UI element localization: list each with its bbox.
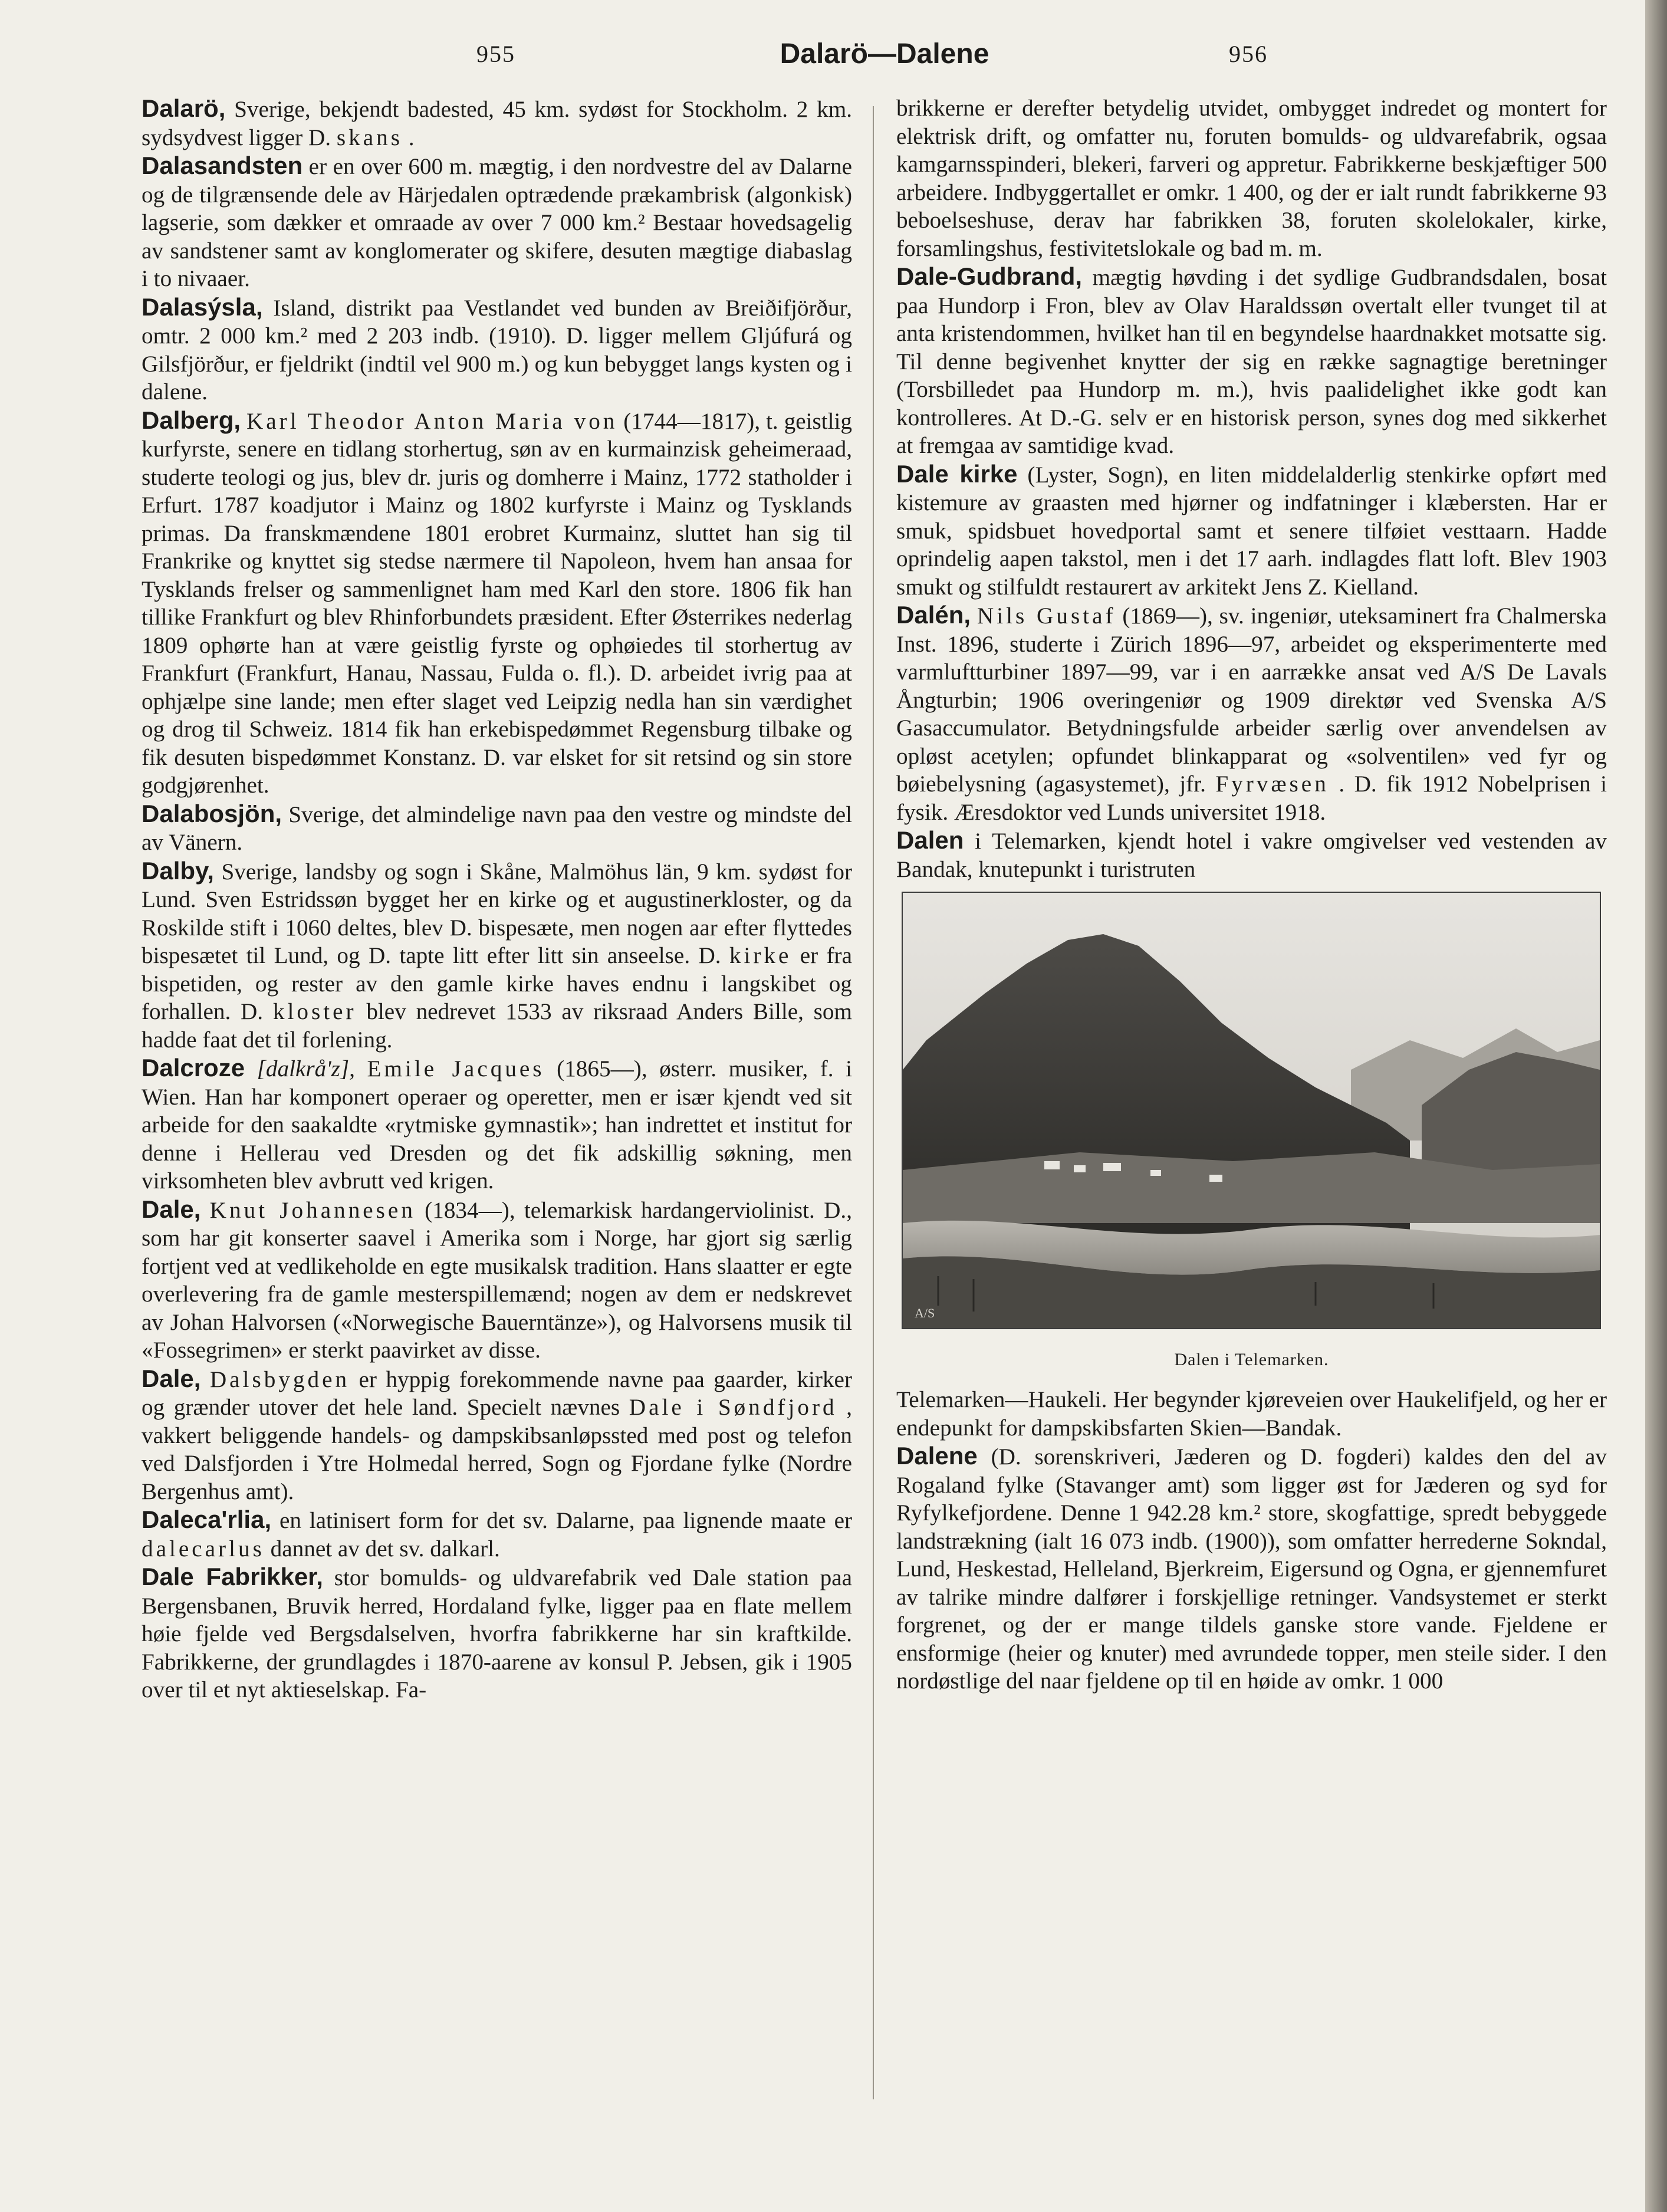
entry-headword: Dale Fabrikker, (142, 1563, 323, 1590)
entry-headword: Dalarö, (142, 94, 226, 122)
entry-headword: Dalén, (896, 601, 971, 629)
entry-spaced-term: kirke (729, 943, 792, 968)
entry-spaced-term: kloster (272, 999, 357, 1024)
column-divider (873, 106, 874, 2099)
entry-spaced-term: Fyrvæsen (1215, 771, 1329, 797)
figure (896, 892, 1607, 1381)
entry-text-cont: blev nedrevet 1533 av riksraad Anders Bille, som hadde faat det til forlening. (142, 999, 853, 1053)
figure-caption: Dalen i Telemarken. (1174, 1350, 1329, 1369)
entry-spaced-term: skans (336, 124, 403, 150)
entry-spaced-term: Dale i Søndfjord (629, 1395, 837, 1420)
entry-headword: Dalene (896, 1442, 978, 1470)
landscape-photo (903, 893, 1600, 1328)
entry-headword: Dale, (142, 1364, 201, 1392)
entry-text: (1834—), telemarkisk hardangerviolinist. D., som har git konserter saavel i Amerika som i Norge, har gjort sig særlig fortjent ved at vedlikeholde en egte musikalsk tradition. Hans slaatter er egte overlevering fra de gamle mesterspillemænd; nogen av dem er nedskrevet av Johan Halvorsen («Norwegische Bauerntänze»), og Halvorsens musik til «Fossegrimen» er sterkt paavirket av disse. (142, 1197, 852, 1363)
entry-text: (Lyster, Sogn), en liten middelalderlig stenkirke opført med kistemure av graasten med hjørner og indfatninger i klæbersten. Har er smuk, spidsbuet hovedportal samt et senere tilføiet vesttaarn. Hadde oprindelig aapen takstol, men i det 17 aarh. indlagdes flatt loft. Blev 1903 smukt og stilfuldt restaurert av arkitekt Jens Z. Kielland. (896, 462, 1607, 600)
entry-text: Telemarken—Haukeli. Her begynder kjøreveien over Haukelifjeld, og her er endepunkt for dampskibsfarten Skien—Bandak. (896, 1387, 1607, 1441)
entry (896, 826, 1607, 883)
entry-headword: Dalabosjön, (142, 799, 282, 827)
right-column-top (896, 94, 1607, 883)
entry-spaced-name: Dalsbygden (209, 1366, 350, 1392)
entry (142, 800, 852, 857)
entry-text-cont: . (408, 124, 415, 150)
entry-text: Sverige, det almindelige navn paa den vestre og mindste del av Vänern. (142, 801, 852, 855)
entry-headword: Dalasandsten (142, 152, 303, 179)
entry (142, 1506, 852, 1563)
entry-text: Sverige, landsby og sogn i Skåne, Malmöhus län, 9 km. sydøst for Lund. Sven Estridssøn bygget her en kirke og et augustinerkloster, og da Roskilde stift i 1060 deltes, blev D. bispesæte, men nogen aar efter flyttedes bispesætet til Lund, og D. tapte litt efter litt sin anseelse. D. (142, 859, 853, 968)
entry-spaced-name: Emile Jacques (367, 1056, 545, 1082)
entry (142, 1054, 852, 1195)
right-column (896, 94, 1607, 1695)
entry-text-cont: dannet av det sv. dalkarl. (270, 1536, 500, 1562)
page-number-right: 956 (1229, 41, 1268, 67)
entry (142, 1365, 852, 1506)
right-column-bottom (896, 1386, 1607, 1695)
entry-headword: Dalby, (142, 856, 214, 885)
photo-dalen-telemarken (902, 892, 1601, 1329)
entry-text: brikkerne er derefter betydelig utvidet, ombygget indredet og montert for elektrisk drift, og omfatter nu, foruten bomulds- og uldvarefabrik, ogsaa kamgarnsspinderi, blekeri, farveri og appretur. Fabrikkerne beskjæftiger 500 arbeidere. Indbyggertallet er omkr. 1 400, og der er ialt rundt fabrikkerne 93 beboelseshuse, derav har fabrikken 38, foruten skolelokaler, kirke, forsamlingshus, festivitetslokale og bad m. m. (896, 96, 1607, 261)
entry (896, 460, 1607, 602)
entry-text: Sverige, bekjendt badested, 45 km. sydøst for Stockholm. 2 km. sydsydvest ligger D. (142, 97, 853, 150)
entry (142, 152, 852, 293)
book-spine-edge (1645, 0, 1667, 2212)
running-title: Dalarö—Dalene (780, 38, 989, 70)
entry-spaced-term: dalecarlus (142, 1536, 265, 1562)
entry-text: i Telemarken, kjendt hotel i vakre omgivelser ved vestenden av Bandak, knutepunkt i turistruten (896, 829, 1607, 882)
entry-spaced-name: Knut Johannesen (209, 1197, 416, 1223)
entry-text: (1865—), østerr. musiker, f. i Wien. Han har komponert operaer og operetter, men er især kjendt ved sit arbeide for den saakaldte «rytmiske gymnastik»; han indrettet et institut for denne i Hellerau ved Dresden og det fik adskillig søkning, men virksomheten blev avbrutt ved krigen. (142, 1056, 853, 1194)
entry-headword: Dalberg, (142, 406, 241, 434)
entry (142, 857, 852, 1054)
entry-spaced-name: Nils Gustaf (976, 603, 1116, 629)
entry-text-cont: . D. fik 1912 Nobelprisen i fysik. Æresdoktor ved Lunds universitet 1918. (896, 771, 1607, 825)
entry (142, 1563, 852, 1704)
entry-headword: Dalcroze (142, 1054, 245, 1082)
entry-text-cont: er fra bispetiden, og rester av den gamle kirke haves endnu i langskibet og forhallen. D. (142, 943, 852, 1024)
entry (896, 1386, 1607, 1442)
entry (142, 293, 852, 406)
entry (142, 94, 852, 152)
entry-text: en latinisert form for det sv. Dalarne, paa lignende maate er (279, 1508, 853, 1533)
running-header (0, 34, 1645, 75)
entry-spaced-name: Karl Theodor Anton Maria von (246, 408, 618, 434)
entry (896, 262, 1607, 460)
left-column (142, 94, 852, 1704)
entry-headword: Dalen (896, 826, 964, 854)
entry (142, 406, 852, 800)
entry-headword: Dale-Gudbrand, (896, 262, 1083, 290)
entry-text: Island, distrikt paa Vestlandet ved bunden av Breiðifjörður, omtr. 2 000 km.² med 2 203 indb. (1910). D. ligger mellem Gljúfurá og Gilsfjörður, er fjeldrikt (indtil vel 900 m.) og kun bebygget langs kysten og i dalene. (142, 295, 853, 405)
entry-text: (1744—1817), t. geistlig kurfyrste, senere en tidlang storhertug, søn av en kurmainzisk geheimeraad, studerte teologi og jus, blev dr. juris og domherre i Mainz, 1772 statholder i Erfurt. 1787 koadjutor i Mainz og 1802 kurfyrste i Mainz og Tysklands primas. Da franskmændene 1801 erobret Kurmainz, sluttet han sig til Frankrike og knyttet sig stedse nærmere til Napoleon, hvem han ansaa for Tysklands frelser og sammenlignet ham med Karl den store. 1806 fik han tillike Frankfurt og blev Rhinforbundets præsident. Efter Østerrikes nederlag 1809 ophørte han at være geistlig fyrste og ophøiedes til storhertug av Frankfurt (Frankfurt, Hanau, Nassau, Fulda o. fl.). D. arbeidet ivrig paa at ophjælpe sine lande; men efter slaget ved Leipzig nedla han sin værdighet og drog til Schweiz. 1814 fik han erkebispedømmet Regensburg tilbake og fik desuten bispedømmet Konstanz. D. var elsket for sit retsind og sin store godgjørenhet. (142, 408, 852, 798)
entry-headword: Dalasýsla, (142, 292, 263, 321)
entry-headword: Dale kirke (896, 459, 1018, 488)
entry (896, 94, 1607, 262)
entry-text: er hyppig forekommende navne paa gaarder, kirker og grænder utover det hele land. Specielt nævnes (142, 1366, 853, 1420)
entry (896, 601, 1607, 826)
entry (142, 1195, 852, 1365)
entry-text: er en over 600 m. mægtig, i den nordvestre del av Dalarne og de tilgrænsende dele av Härjedalen optrædende prækambrisk (algonkisk) lagserie, som dækker et omraade av over 7 000 km.² Bestaar hovedsagelig av sandstener samt av konglomerater og skifere, desuten mægtige diabaslag i to nivaaer. (142, 154, 852, 291)
entry-text-cont: , vakkert beliggende handels- og dampskibsanløpssted med post og telefon ved Dalsfjorden i Ytre Holmedal herred, Sogn og Fjordane fylke (Nordre Bergenhus amt). (142, 1395, 852, 1504)
entry-text: mægtig høvding i det sydlige Gudbrandsdalen, bosat paa Hundorp i Fron, blev av Olav Haraldssøn overtalt eller tvunget til at anta kristendommen, hvilket han til en begyndelse haardnakket motsatte sig. Til denne begivenhet knytter der sig en række sagnagtige beretninger (Torsbilledet paa Hundorp m. m.), hvis paalidelighet ikke godt kan kontrolleres. At D.-G. selv er en historisk person, synes dog med sikkerhet at fremgaa av samtidige kvad. (896, 265, 1607, 458)
entry-headword: Daleca'rlia, (142, 1506, 272, 1533)
entry-text: stor bomulds- og uldvarefabrik ved Dale station paa Bergensbanen, Bruvik herred, Hordaland fylke, ligger paa en flate mellem høie fjelde ved Bergsdalselven, hvorfra fabrikkerne har sin kraftkilde. Fabrikkerne, der grundlagdes i 1870-aarene av konsul P. Jebsen, gik i 1905 over til et nyt aktieselskap. Fa- (142, 1565, 853, 1702)
entry-headword: Dale, (142, 1195, 201, 1223)
page-number-left: 955 (476, 41, 515, 67)
entry-pronunciation: [dalkrå'z], (257, 1056, 355, 1082)
entry-text: (1869—), sv. ingeniør, uteksaminert fra Chalmerska Inst. 1896, studerte i Zürich 1896—97, arbeidet og eksperimenterte med varmluftturbiner 1897—99, var i en aarrække ansat ved A/S De Lavals Ångturbin; 1906 overingeniør og 1909 direktør ved Svenska A/S Gasaccumulator. Betydningsfulde arbeider særlig over anvendelsen av opløst acetylen; opfundet blinkapparat og «solventilen» ved fyr og bøiebelysning (agasystemet), jfr. (896, 603, 1607, 797)
entry (896, 1442, 1607, 1695)
entry-text: (D. sorenskriveri, Jæderen og D. fogderi) kaldes den del av Rogaland fylke (Stavanger amt) som ligger øst for Jæderen og syd for Ryfylkefjordene. Denne 1 942.28 km.² store, skogfattige, spredt bebyggede landstrækning (ialt 16 073 indb. (1900)), som omfatter herrederne Sokndal, Lund, Heskestad, Helleland, Bjerkreim, Eigersund og Ogna, er gjennemfuret av talrike mindre dalfører i forskjellige retninger. Vandsystemet er sterkt forgrenet, og der er mange tildels ganske store vande. Fjeldene er ensformige (heier og knuter) med avrundede topper, men steile sider. I den nordøstlige del naar fjeldene op til en høide av omkr. 1 000 (896, 1444, 1607, 1694)
photo-mark: A/S (915, 1306, 935, 1320)
